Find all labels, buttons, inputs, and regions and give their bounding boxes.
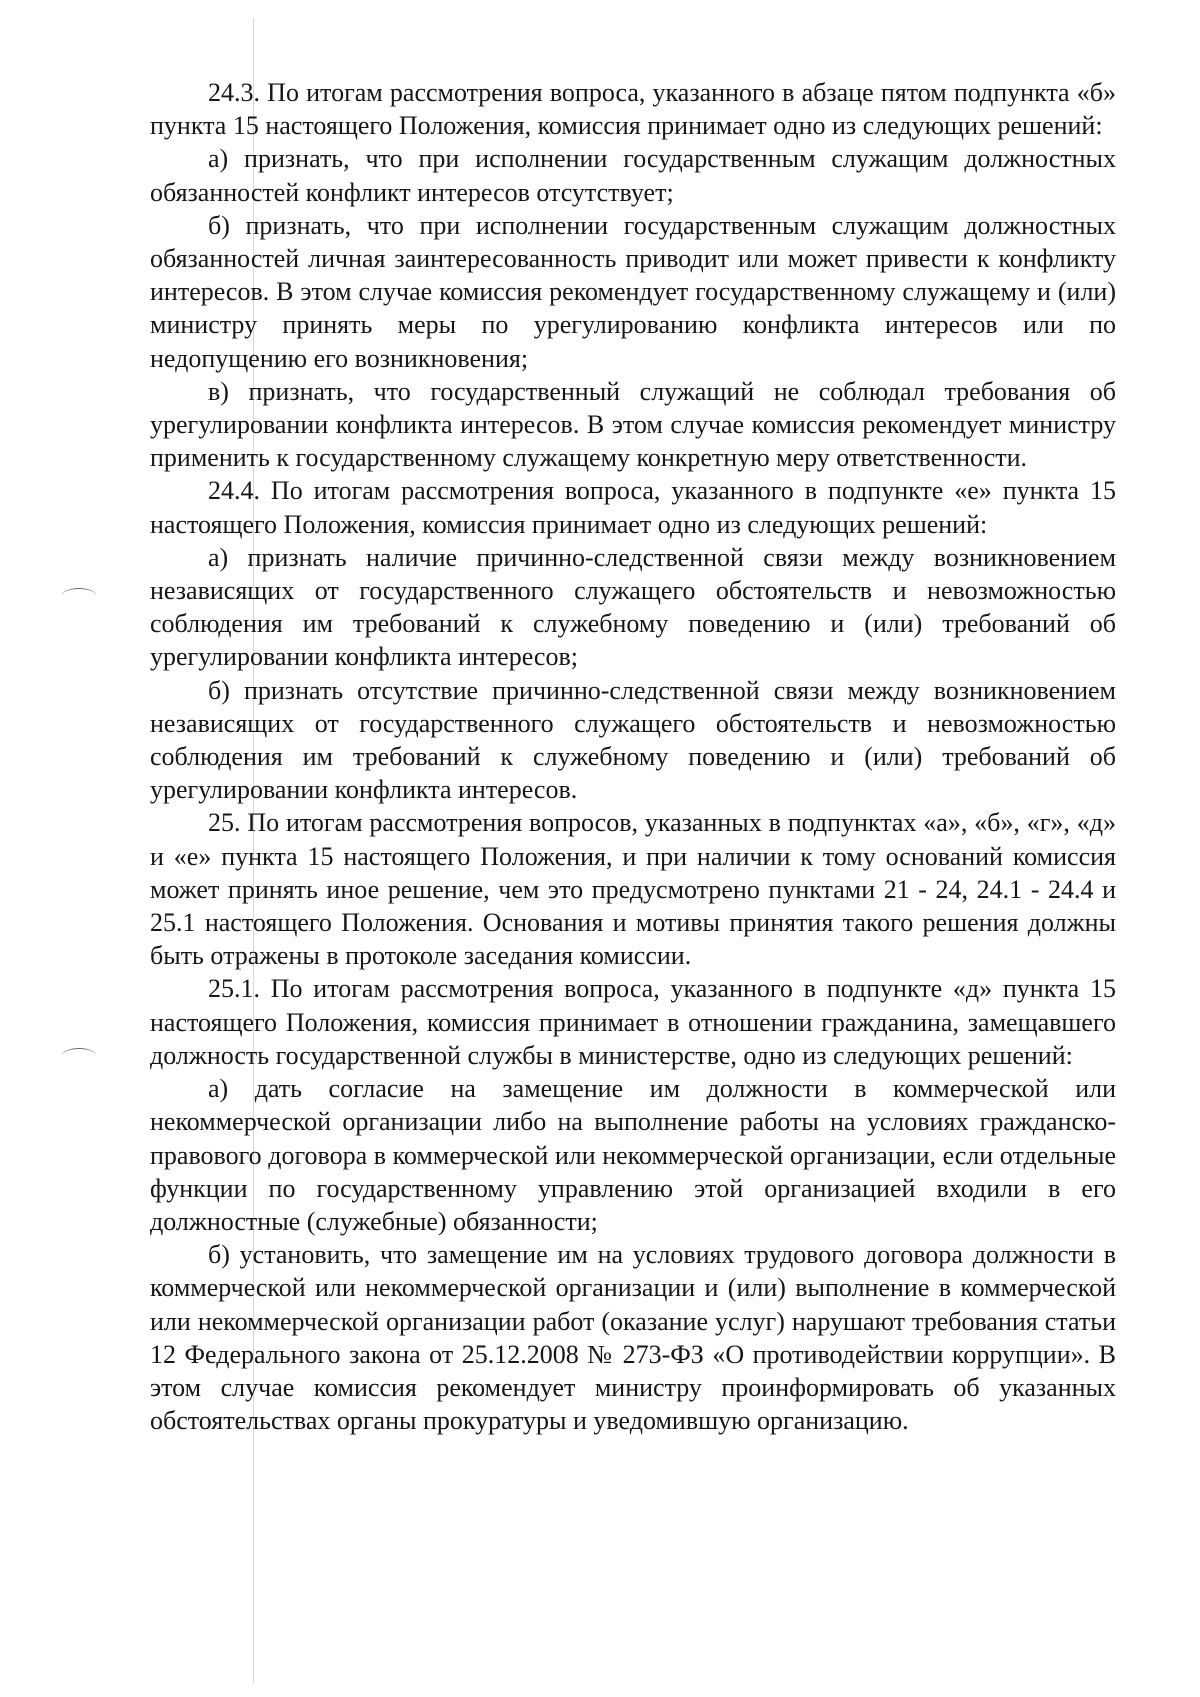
document-body <box>150 76 1116 1437</box>
margin-pencil-mark <box>62 588 96 603</box>
paragraph-25: 25. По итогам рассмотрения вопросов, указанных в подпунктах «а», «б», «г», «д» и «е» пункта 15 настоящего Положения, и при наличии к тому оснований комиссия может принять иное решение, чем это предусмотрено пунктами 21 - 24, 24.1 - 24.4 и 25.1 настоящего Положения. Основания и мотивы принятия такого решения должны быть отражены в протоколе заседания комиссии. <box>150 808 1116 971</box>
paragraph-24-4-b: б) признать отсутствие причинно-следственной связи между возникновением независящих от государственного служащего обстоятельств и невозможностью соблюдения им требований к служебному поведению и (или) требований об урегулировании конфликта интересов. <box>150 675 1116 805</box>
paragraph-25-1-a: а) дать согласие на замещение им должности в коммерческой или некоммерческой организации либо на выполнение работы на условиях гражданско-правового договора в коммерческой или некоммерческой организации, если отдельные функции по государственному управлению этой организацией входили в его должностные (служебные) обязанности; <box>150 1074 1116 1236</box>
paragraph-24-3: 24.3. По итогам рассмотрения вопроса, указанного в абзаце пятом подпункта «б» пункта 15 настоящего Положения, комиссия принимает одно из следующих решений: <box>150 78 1116 141</box>
paragraph-25-1: 25.1. По итогам рассмотрения вопроса, указанного в подпункте «д» пункта 15 настоящего Положения, комиссия принимает в отношении гражданина, замещавшего должность государственной службы в министерстве, одно из следующих решений: <box>150 974 1116 1070</box>
paragraph-24-3-b: б) признать, что при исполнении государственным служащим должностных обязанностей личная заинтересованность приводит или может привести к конфликту интересов. В этом случае комиссия рекомендует государственному служащему и (или) министру принять меры по урегулированию конфликта интересов или по недопущению его возникновения; <box>150 210 1116 373</box>
paragraph-24-4-a: а) признать наличие причинно-следственной связи между возникновением независящих от государственного служащего обстоятельств и невозможностью соблюдения им требований к служебному поведению и (или) требований об урегулировании конфликта интересов; <box>150 542 1116 672</box>
paragraph-25-1-b: б) установить, что замещение им на условиях трудового договора должности в коммерческой или некоммерческой организации и (или) выполнение в коммерческой или некоммерческой организации работ (оказание услуг) нарушают требования статьи 12 Федерального закона от 25.12.2008 № 273-ФЗ «О противодействии коррупции». В этом случае комиссия рекомендует министру проинформировать об указанных обстоятельствах органы прокуратуры и уведомившую организацию. <box>150 1240 1116 1436</box>
paragraph-24-3-a: а) признать, что при исполнении государственным служащим должностных обязанностей конфликт интересов отсутствует; <box>150 144 1116 207</box>
margin-pencil-mark <box>62 1048 96 1063</box>
paragraph-24-4: 24.4. По итогам рассмотрения вопроса, указанного в подпункте «е» пункта 15 настоящего Положения, комиссия принимает одно из следующих решений: <box>150 476 1116 539</box>
paragraph-24-3-v: в) признать, что государственный служащий не соблюдал требования об урегулировании конфликта интересов. В этом случае комиссия рекомендует министру применить к государственному служащему конкретную меру ответственности. <box>150 376 1116 473</box>
